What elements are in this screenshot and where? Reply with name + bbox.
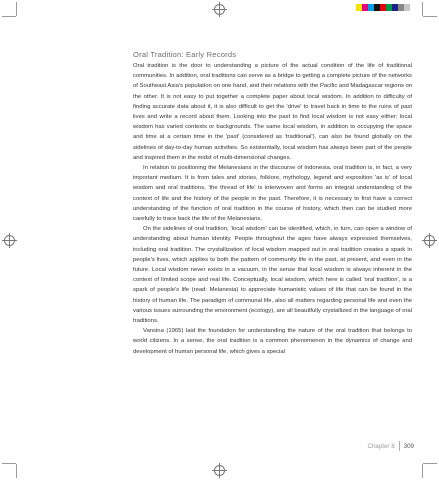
crop-mark-top-right-h bbox=[423, 16, 437, 17]
page-number: 309 bbox=[403, 442, 414, 450]
crop-mark-bottom-right-v bbox=[422, 464, 423, 478]
crop-mark-top-left-h bbox=[2, 16, 16, 17]
registration-mark-bottom bbox=[214, 465, 225, 476]
registration-mark-left bbox=[4, 235, 15, 246]
page-body bbox=[133, 50, 412, 357]
registration-mark-top bbox=[214, 4, 225, 15]
color-bar bbox=[356, 4, 416, 11]
chapter-label: Chapter 8 bbox=[367, 442, 395, 450]
registration-mark-right bbox=[424, 235, 435, 246]
color-swatch bbox=[410, 4, 416, 11]
crop-mark-bottom-left-h bbox=[2, 463, 16, 464]
crop-mark-bottom-left-v bbox=[16, 464, 17, 478]
section-title: Oral Tradition: Early Records bbox=[133, 50, 237, 59]
footer-divider bbox=[399, 441, 400, 451]
crop-mark-top-left-v bbox=[16, 2, 17, 16]
paragraph: In relation to positioning the Melanesians in the discourse of Indonesia, oral tradition is, in fact, a very important medium. It is from tales and stories, folklore, mythology, legend and exposition 'as is' of local wisdom and oral traditions, 'the thread of life' is interwoven and forms an integral understanding of the context of life and the history of the people in the past. Therefore, it is necessary to first have a correct understanding of the function of oral tradition in the course of history, which then can be studied more carefully to trace back the life of the Melanesians. bbox=[133, 165, 412, 223]
paragraph: Oral tradition is the door to understanding a picture of the actual condition of the life of traditional communities. In addition, oral traditions can serve as a bridge to getting a complete picture of the networks of Southeast Asia's population on one hand, and their relations with the Pacific and Madagascar regions on the other. It is not easy to put together a complete paper about local wisdom. In addition to difficulty of finding accurate data about it, it is also difficult to get the 'drive' to travel back in time to the ruins of past lives and write a record about them. Looking into the past to find local wisdom is not easy either; local wisdom has varied contexts or backgrounds. The same local wisdom, in addition to occupying the space and time at a certain time in the 'past' (considered as 'traditional'), can also be found globally on the sidelines of day-to-day human activities. So existentially, local wisdom has always been part of the people and inspired them in the midst of multi-dimensional changes. bbox=[133, 63, 412, 161]
page-footer bbox=[367, 441, 414, 451]
paragraph: On the sidelines of oral tradition, 'local wisdom' can be identified, which, in turn, can open a window of understanding about human identity. People throughout the ages have always expressed themselves, including oral tradition. The crystallization of local wisdom mapped out in oral tradition creates a spark in people's lives, which applies to both the pattern of community life in the past, at present, and even in the future. Local wisdom never exists in a vacuum, in the sense that local wisdom is always inherent in the context of limited scope and real life. Conceptually, local wisdom, which here is called 'oral tradition', is a spark of people's life (read: Melanesia) to appreciate humanistic values of life that can be found in the history of human life. The paradigm of communal life, also all matters regarding personal life and even the various issues surrounding the environment (ecology), are all beautifully crystallized in the language of oral traditions. bbox=[133, 226, 412, 325]
crop-mark-bottom-right-h bbox=[423, 463, 437, 464]
paragraph: Vansina (1965) laid the foundation for understanding the nature of the oral tradition that belongs to world citizens. In a sense, the oral tradition is a common phenomenon in the dynamics of change and development of human personal life, which gives a special bbox=[133, 328, 412, 355]
crop-mark-top-right-v bbox=[422, 2, 423, 16]
